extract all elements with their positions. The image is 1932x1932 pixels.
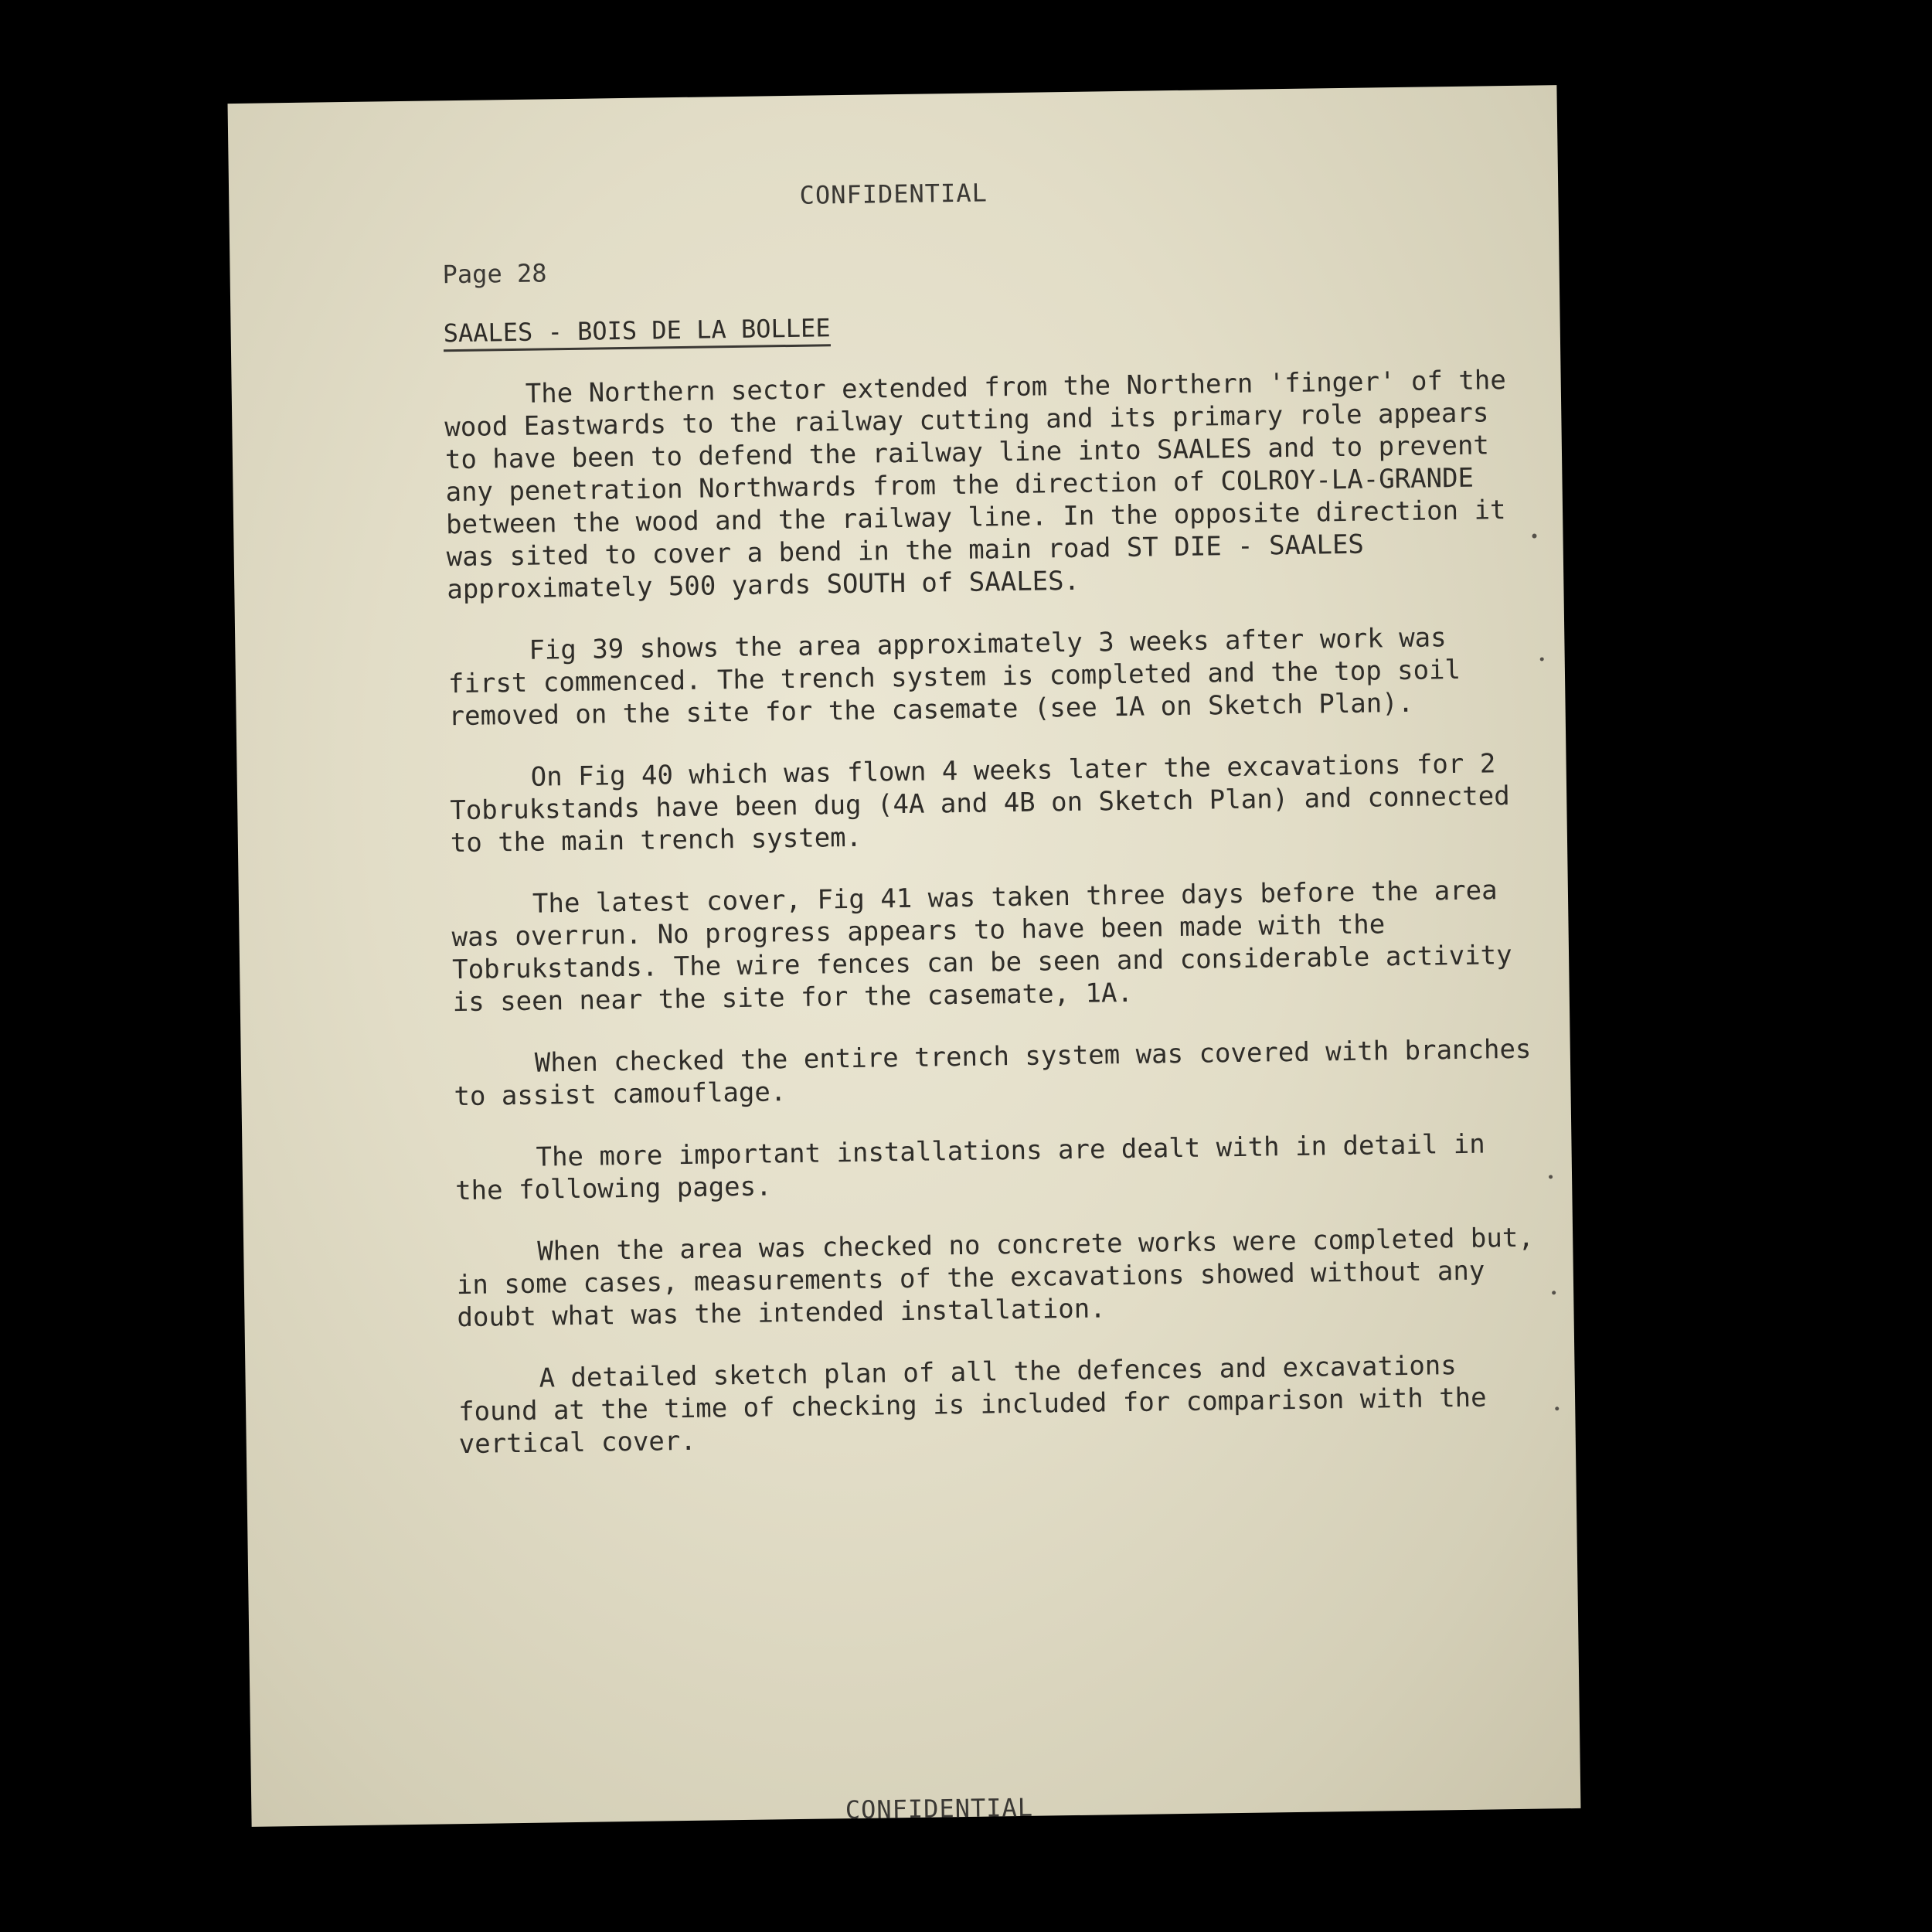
paragraph-northern-sector: The Northern sector extended from the Northern 'finger' of the wood Eastwards to the railway cutting and its primary role appears to have been to defend the railway line into SAALES and to prevent any penetration Northwards from the direction of COLROY-LA-GRANDE between the wood and the railway line. In the opposite direction it was sited to cover a bend in the main road ST DIE - SAALES approximately 500 yards SOUTH of SAALES.: [444, 365, 1507, 606]
document-body: [444, 364, 1542, 1490]
typewritten-page: [228, 85, 1581, 1827]
paper-speck: [1549, 1175, 1553, 1179]
paragraph-camouflage: When checked the entire trench system was covered with branches to assist camouflage.: [454, 1033, 1532, 1113]
paragraph-fig-39: Fig 39 shows the area approximately 3 weeks after work was first commenced. The trench system is completed and the top soil removed on the site for the casemate (see 1A on Sketch Plan).: [447, 622, 1461, 733]
paper-speck: [1540, 657, 1544, 661]
paper-speck: [1532, 534, 1536, 539]
paragraph-fig-40: On Fig 40 which was flown 4 weeks later the excavations for 2 Tobrukstands have been dug (4A and 4B on Sketch Plan) and connected to the main trench system.: [450, 748, 1510, 859]
paragraph-fig-41: The latest cover, Fig 41 was taken three days before the area was overrun. No progress appears to have been made with the Tobrukstands. The wire fences can be seen and considerable activity is seen near the site for the casemate, 1A.: [451, 875, 1512, 1019]
paragraph-important-installations: The more important installations are dealt with in detail in the following pages.: [454, 1128, 1485, 1207]
section-heading: SAALES - BOIS DE LA BOLLEE: [443, 313, 830, 352]
paragraph-sketch-plan: A detailed sketch plan of all the defences and excavations found at the time of checking is included for comparison with the vertical cover.: [457, 1350, 1487, 1461]
footer-classification-marking: CONFIDENTIAL: [845, 1792, 1034, 1825]
paragraph-concrete-works: When the area was checked no concrete works were completed but, in some cases, measurements of the excavations showed without any doubt what was the intended installation.: [456, 1222, 1535, 1334]
paper-speck: [1555, 1406, 1559, 1410]
page-number: Page 28: [442, 258, 547, 290]
paper-speck: [1552, 1291, 1556, 1294]
header-classification-marking: CONFIDENTIAL: [799, 178, 988, 210]
